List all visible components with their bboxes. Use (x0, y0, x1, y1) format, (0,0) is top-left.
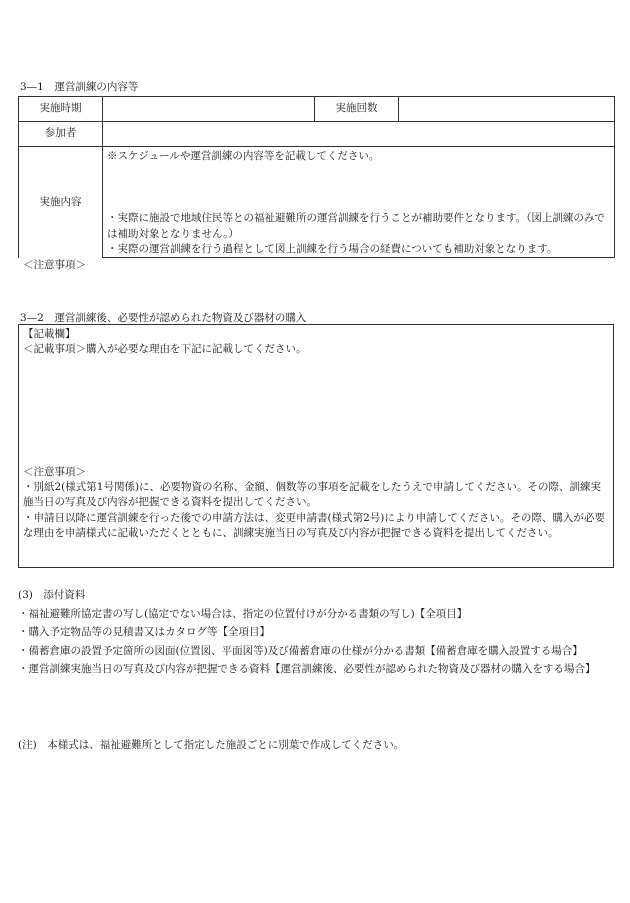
content-label (19, 147, 103, 258)
attachment-item: ・購入予定物品等の見積書又はカタログ等【全項目】 (18, 626, 270, 639)
notes-label: ＜注意事項＞ (23, 466, 86, 478)
content-note-item: ・実際に施設で地域住民等との福祉避難所の運営訓練を行うことが補助要件となります。（図上訓練のみでは補助対象となりません。） (107, 212, 605, 240)
footnote: (注) 本様式は、福祉避難所として指定した施設ごとに別葉で作成してください。 (18, 739, 405, 751)
date-label: 実施時期 (19, 97, 103, 122)
content-placeholder: ※スケジュールや運営訓練の内容等を記載してください。 (107, 150, 380, 162)
attachments (18, 588, 618, 680)
purchase-notes (23, 465, 609, 541)
instruction-text: ＜記載事項＞購入が必要な理由を下記に記載してください。 (23, 343, 307, 356)
count-label: 実施回数 (315, 97, 399, 122)
table-row (19, 209, 615, 258)
training-table (18, 96, 615, 258)
participants-field[interactable] (103, 122, 615, 147)
table-row (19, 147, 615, 210)
content-notes (103, 209, 615, 258)
section1-title: 3—1 運営訓練の内容等 (20, 81, 139, 93)
table-row (19, 97, 615, 122)
purchase-reason-box[interactable] (18, 324, 614, 568)
content-field[interactable] (103, 147, 615, 210)
purchase-note-item: ・別紙2(様式第1号関係)に、必要物資の名称、金額、個数等の事項を記載をしたうえで申請してください。その際、訓練実施当日の写真及び内容が把握できる資料を提出してください。 (23, 481, 602, 509)
date-field[interactable] (103, 97, 315, 122)
attachments-title: (3) 添付資料 (18, 589, 86, 601)
field-label: 【記載欄】 (23, 328, 76, 340)
attachment-item: ・備蓄倉庫の設置予定箇所の図面(位置図、平面図等)及び備蓄倉庫の仕様が分かる書類【備蓄倉庫を購入設置する場合】 (18, 644, 583, 657)
notes-label: ＜注意事項＞ (23, 259, 86, 271)
content-note-item: ・実際の運営訓練を行う過程として図上訓練を行う場合の経費についても補助対象となります。 (107, 242, 558, 255)
attachment-item: ・福祉避難所協定書の写し(協定でない場合は、指定の位置付けが分かる書類の写し)【全項目】 (18, 608, 468, 621)
section2-title: 3—2 運営訓練後、必要性が認められた物資及び器材の購入 (20, 312, 307, 324)
content-label-text: 実施内容 (39, 195, 82, 208)
table-row (19, 122, 615, 147)
participants-label: 参加者 (19, 122, 103, 147)
count-field[interactable] (399, 97, 615, 122)
attachment-item: ・運営訓練実施当日の写真及び内容が把握できる資料【運営訓練後、必要性が認められた物資及び器材の購入をする場合】 (18, 662, 596, 675)
purchase-note-item: ・申請日以降に運営訓練を行った後での申請方法は、変更申請書(様式第2号)により申請してください。その際、購入が必要な理由を申請様式に記載いただくとともに、訓練実施当日の写真及び内容が把握できる資料を提出してください。 (23, 511, 605, 539)
